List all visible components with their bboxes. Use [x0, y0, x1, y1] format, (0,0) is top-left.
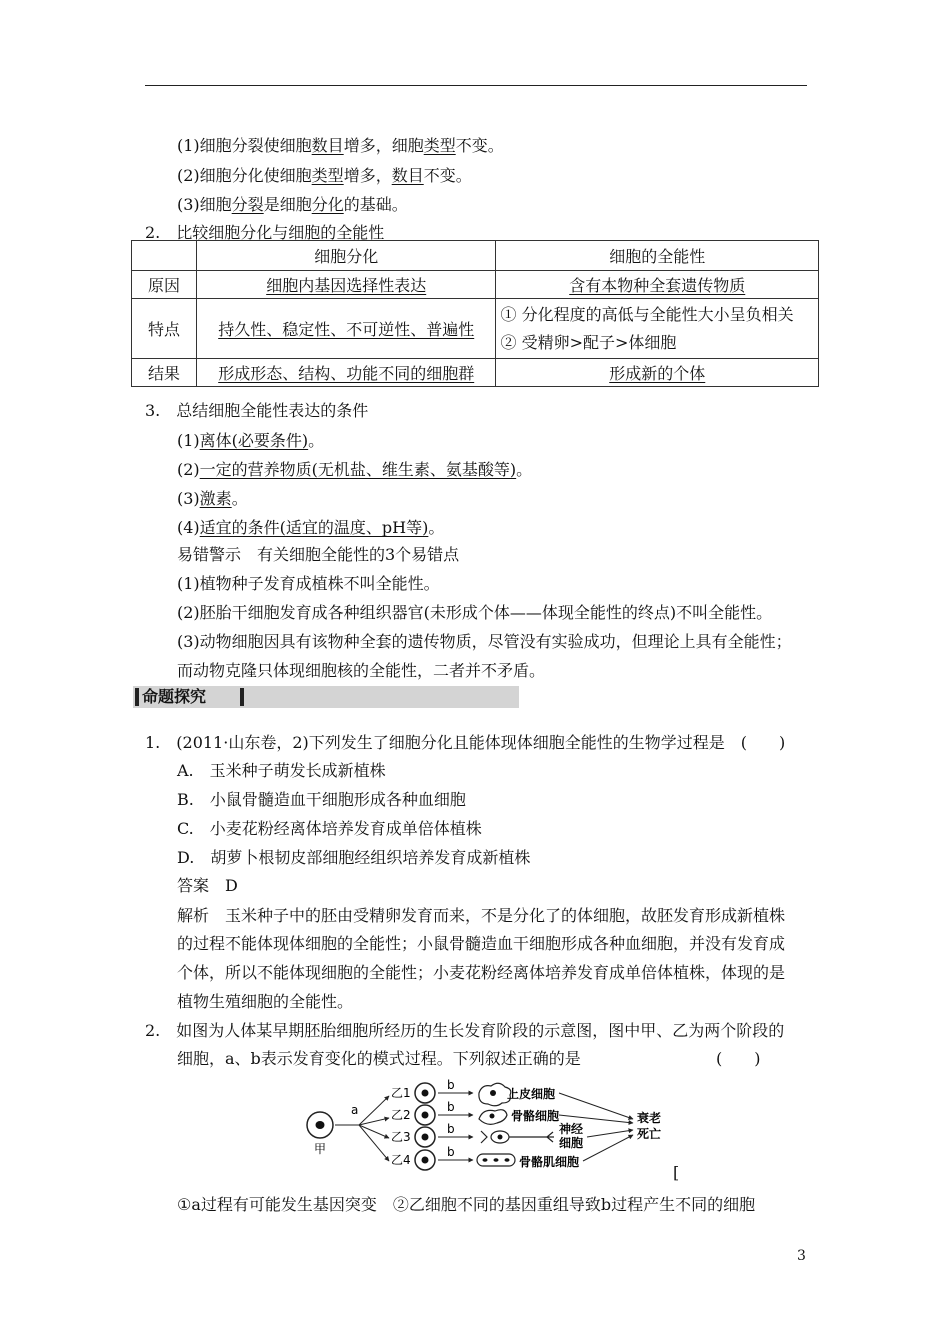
jia-cell — [307, 1112, 333, 1138]
row-label: 特点 — [132, 299, 197, 359]
label-a: a — [351, 1103, 359, 1117]
stray-bracket: [ — [673, 1163, 680, 1182]
cell-text: 形成形态、结构、功能不同的细胞群 — [218, 364, 475, 383]
cell-label-nerve-2: 细胞 — [559, 1136, 584, 1150]
principle-line-3: (3)细胞分裂是细胞分化的基础。 — [177, 195, 408, 214]
q2-stem-2: 细胞，a、b表示发育变化的模式过程。下列叙述正确的是 — [177, 1049, 581, 1068]
b-label-1: b — [447, 1078, 455, 1092]
table-row-feature — [132, 299, 819, 359]
comparison-table — [131, 240, 819, 387]
b-arrows — [438, 1093, 473, 1160]
b-label-2: b — [447, 1100, 455, 1114]
yi-label-2: 乙2 — [391, 1108, 411, 1122]
q2-answer-bracket: ( ) — [716, 1049, 761, 1068]
table-cell — [196, 299, 496, 359]
jia-label: 甲 — [314, 1142, 327, 1156]
table-row-reason — [132, 271, 819, 299]
q1-stem: 1. (2011·山东卷，2)下列发生了细胞分化且能体现体细胞全能性的生物学过程是 ( ) — [145, 733, 786, 752]
page-number: 3 — [797, 1248, 806, 1264]
cell-text: 含有本物种全套遗传物质 — [569, 276, 746, 295]
section-header-title: 命题探究 — [142, 687, 207, 706]
warning-3: (3)动物细胞因具有该物种全套的遗传物质，尽管没有实验成功，但理论上具有全能性； — [177, 632, 792, 651]
section-bar-left — [135, 688, 139, 706]
q1-analysis-4: 植物生殖细胞的全能性。 — [177, 992, 354, 1011]
cell-text: 形成新的个体 — [609, 364, 706, 383]
row-label: 结果 — [132, 359, 197, 387]
condition-4: (4)适宜的条件(适宜的温度、pH等)。 — [177, 518, 445, 537]
q1-answer: 答案 D — [177, 876, 238, 895]
table-header-totipotency: 细胞的全能性 — [496, 241, 819, 271]
yi-label-3: 乙3 — [391, 1130, 411, 1144]
q2-statement: ①a过程有可能发生基因突变 ②乙细胞不同的基因重组导致b过程产生不同的细胞 — [177, 1195, 756, 1214]
bone-cell-shape — [479, 1110, 507, 1125]
section-3-title: 3. 总结细胞全能性表达的条件 — [145, 401, 369, 420]
nerve-cell-shape — [481, 1131, 554, 1143]
condition-1: (1)离体(必要条件)。 — [177, 431, 325, 450]
muscle-cell-shape — [477, 1154, 515, 1166]
q2-stem-1: 2. 如图为人体某早期胚胎细胞所经历的生长发育阶段的示意图，图中甲、乙为两个阶段的 — [145, 1021, 785, 1040]
header-rule — [145, 85, 807, 86]
warning-4: 而动物克隆只体现细胞核的全能性，二者并不矛盾。 — [177, 661, 546, 680]
cell-text: 细胞内基因选择性表达 — [266, 276, 427, 295]
cell-line-2: ② 受精卵>配子>体细胞 — [500, 332, 677, 352]
table-cell — [196, 359, 496, 387]
b-label-4: b — [447, 1145, 455, 1159]
warning-2: (2)胚胎干细胞发育成各种组织器官(未形成个体——体现全能性的终点)不叫全能性。 — [177, 603, 773, 622]
a-arrows — [335, 1096, 389, 1161]
table-row-result — [132, 359, 819, 387]
principle-line-1: (1)细胞分裂使细胞数目增多，细胞类型不变。 — [177, 136, 504, 155]
section-2-title: 2. 比较细胞分化与细胞的全能性 — [145, 223, 385, 242]
cell-label-bone: 骨骼细胞 — [511, 1109, 560, 1123]
table-cell — [496, 271, 819, 299]
table-cell — [496, 299, 819, 359]
q1-analysis-1: 解析 玉米种子中的胚由受精卵发育而来，不是分化了的体细胞，故胚发育形成新植株 — [177, 906, 786, 925]
b-label-3: b — [447, 1122, 455, 1136]
end-label-1: 衰老 — [637, 1111, 662, 1125]
q1-analysis-3: 个体，所以不能体现细胞的全能性；小麦花粉经离体培养发育成单倍体植株，体现的是 — [177, 963, 786, 982]
section-header-bar — [133, 686, 519, 708]
yi-label-4: 乙4 — [391, 1153, 411, 1167]
q1-option-b: B. 小鼠骨髓造血干细胞形成各种血细胞 — [177, 790, 466, 809]
warning-title: 易错警示 有关细胞全能性的3个易错点 — [177, 545, 460, 564]
warning-1: (1)植物种子发育成植株不叫全能性。 — [177, 574, 440, 593]
row-label: 原因 — [132, 271, 197, 299]
q1-analysis-2: 的过程不能体现体细胞的全能性；小鼠骨髓造血干细胞形成各种血细胞，并没有发育成 — [177, 934, 786, 953]
condition-3: (3)激素。 — [177, 489, 248, 508]
cell-label-muscle: 骨骼肌细胞 — [519, 1155, 580, 1169]
table-cell — [196, 271, 496, 299]
yi-label-1: 乙1 — [391, 1086, 411, 1100]
table-header-row — [132, 241, 819, 271]
table-cell — [496, 359, 819, 387]
cell-text: 持久性、稳定性、不可逆性、普遍性 — [218, 320, 475, 339]
q1-option-d: D. 胡萝卜根韧皮部细胞经组织培养发育成新植株 — [177, 848, 531, 867]
section-bar-right — [240, 688, 244, 706]
table-header-empty — [132, 241, 197, 271]
table-header-differentiation: 细胞分化 — [196, 241, 496, 271]
condition-2: (2)一定的营养物质(无机盐、维生素、氨基酸等)。 — [177, 460, 533, 479]
q1-option-c: C. 小麦花粉经离体培养发育成单倍体植株 — [177, 819, 482, 838]
cell-development-diagram — [295, 1075, 695, 1190]
cell-label-epithelial: 上皮细胞 — [507, 1087, 556, 1101]
principle-line-2: (2)细胞分化使细胞类型增多，数目不变。 — [177, 166, 472, 185]
q1-option-a: A. 玉米种子萌发长成新植株 — [177, 761, 386, 780]
cell-label-nerve-1: 神经 — [559, 1122, 584, 1136]
cell-line-1: ① 分化程度的高低与全能性大小呈负相关 — [500, 304, 794, 324]
end-label-2: 死亡 — [637, 1127, 662, 1141]
yi-cells — [415, 1083, 435, 1170]
